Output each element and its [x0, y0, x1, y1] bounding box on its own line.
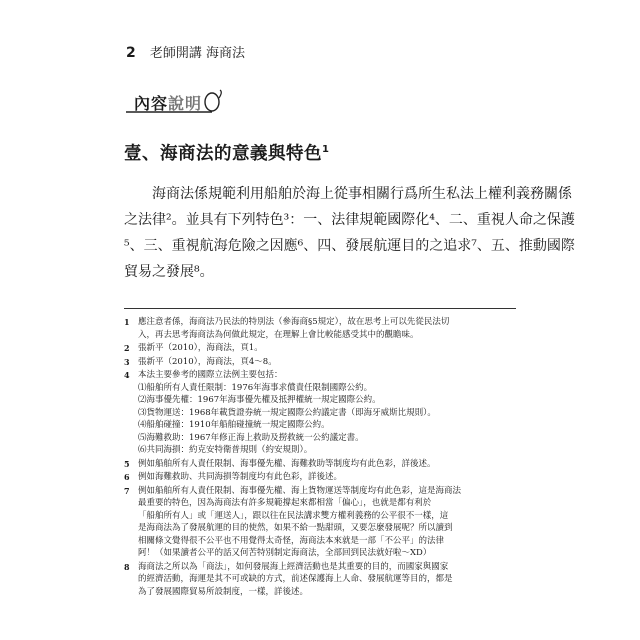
- footnote-line: 最重要的特色，因為海商法有許多規範撐起來都相當「偏心」，也就是都有利於: [138, 498, 432, 508]
- heading-text: 壹、海商法的意義與特色: [124, 144, 322, 164]
- footnote-line: 的經濟活動，海運是其不可或缺的方式，前述保護海上人命、發展航運等目的，都是: [138, 574, 453, 584]
- footnote-number: 4: [124, 370, 130, 380]
- footnote-number: 7: [124, 485, 130, 496]
- footnote-line: ⑵海事優先權：1967年海事優先權及抵押權統一規定國際公約。: [138, 395, 381, 405]
- footnote-line: 應注意者係，海商法乃民法的特別法（參海商§5規定），故在思考上可以先從民法切: [138, 317, 450, 327]
- footnote-number: 3: [124, 356, 130, 367]
- footnote: [124, 561, 516, 599]
- footnote-line: ⑸海難救助：1967年修正海上救助及撈救統一公約議定書。: [138, 432, 364, 443]
- footnote: [124, 316, 516, 341]
- body-line: 貿易之發展⁸。: [124, 264, 214, 280]
- heading-footnote-ref: 1: [322, 144, 330, 156]
- footnote-line: 「船舶所有人」或「運送人」，跟以往在民法講求雙方權利義務的公平很不一樣，這: [138, 510, 449, 521]
- footnote: [124, 369, 516, 457]
- footnote-line: 入，再去思考海商法為何做此規定，在理解上會比較能感受其中的觀瞻味。: [138, 329, 419, 340]
- footnotes: [124, 316, 516, 599]
- footnote-line: ⑷船舶碰撞：1910年船舶碰撞統一規定國際公約。: [138, 420, 330, 430]
- footnote-line: 海商法之所以為「商法」，如何發展海上經濟活動也是其重要的目的，而國家與國家: [138, 561, 449, 572]
- footnote-number: 2: [124, 343, 130, 353]
- footnote: [124, 342, 516, 355]
- page-number: 2: [126, 45, 136, 61]
- section-badge: [124, 88, 224, 114]
- footnote: [124, 458, 516, 471]
- running-header: [126, 42, 245, 61]
- footnote-line: 本法主要參考的國際立法例主要包括：: [138, 370, 283, 380]
- badge-label: 內容說明: [134, 94, 203, 113]
- footnote-number: 6: [124, 472, 130, 482]
- footnote-line: 張新平（2010），海商法，頁1。: [138, 343, 263, 353]
- footnote-line: 例如海難救助、共同海損等制度均有此色彩，詳後述。: [138, 472, 343, 482]
- footnote-line: 相關條文覺得很不公平也不用覺得太奇怪，海商法本來就是一部「不公平」的法律: [138, 535, 445, 546]
- footnote-line: 為了發展國際貿易所設制度，一樣，詳後述。: [138, 586, 309, 597]
- footnote-line: 張新平（2010），海商法，頁4～8。: [138, 356, 277, 367]
- footnote-divider: [124, 308, 516, 309]
- footnote-number: 8: [124, 561, 130, 572]
- body-line: 之法律²。並具有下列特色³：一、法律規範國際化⁴、二、重視人命之保護: [124, 212, 575, 228]
- footnote-line: 例如船舶所有人責任限制、海事優先權、海難救助等制度均有此色彩，詳後述。: [138, 458, 436, 469]
- body-line: 海商法係規範利用船舶於海上從事相關行爲所生私法上權利義務關係: [152, 186, 572, 202]
- footnote-line: ⑹共同海損：約克安特衛普規則（約安規則）。: [138, 445, 313, 455]
- footnote-line: ⑶貨物運送：1968年載貨證券統一規定國際公約議定書（即海牙威斯比規則）。: [138, 407, 436, 418]
- footnote: [124, 356, 516, 369]
- body-line: ⁵、三、重視航海危險之因應⁶、四、發展航運目的之追求⁷、五、推動國際: [124, 238, 575, 254]
- footnote-line: 例如船舶所有人責任限制、海事優先權、海上貨物運送等制度均有此色彩，這是海商法: [138, 485, 462, 496]
- body-paragraph: [124, 181, 575, 285]
- footnote-line: 是海商法為了發展航運的目的使然，如果不給一點甜頭，又要怎麼發展呢？所以讀到: [138, 523, 453, 533]
- footnote: [124, 485, 516, 560]
- footnote-number: 5: [124, 458, 130, 469]
- footnote-line: 阿！（如果讀者公平的話又何苦特別制定海商法，全部回到民法就好啦～XD）: [138, 548, 432, 558]
- footnote-number: 1: [124, 317, 130, 327]
- footnote: [124, 471, 516, 484]
- section-heading: [124, 140, 329, 165]
- book-title: 老師開講 海商法: [149, 46, 246, 61]
- footnote-line: ⑴船舶所有人責任限制：1976年海事求償責任限制國際公約。: [138, 382, 373, 393]
